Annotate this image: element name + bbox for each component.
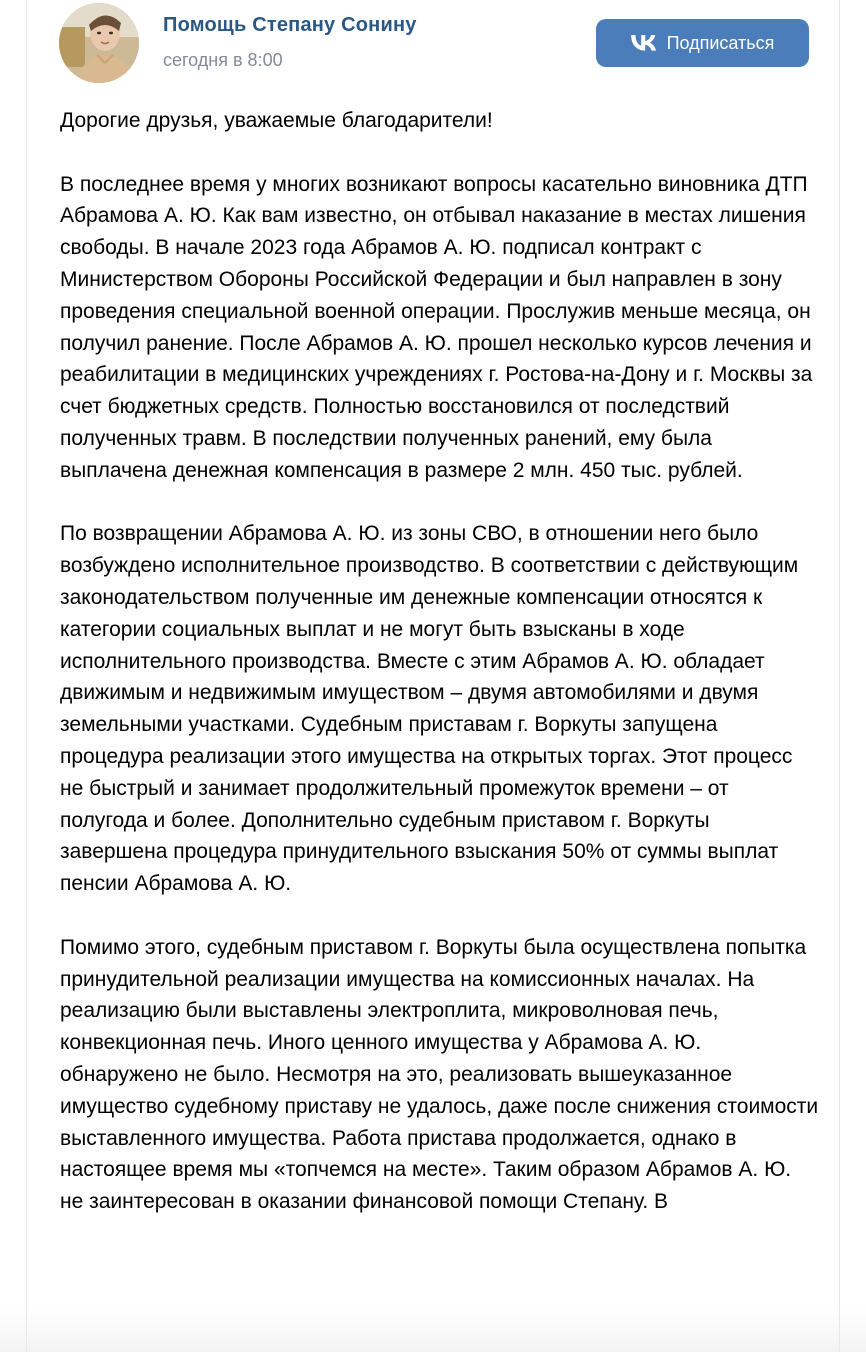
author-name[interactable]: Помощь Степану Сонину — [163, 14, 417, 36]
subscribe-button[interactable] — [596, 19, 809, 67]
vk-logo-icon — [631, 35, 657, 51]
avatar-photo-icon — [59, 3, 139, 83]
avatar[interactable] — [59, 3, 139, 83]
post-card — [26, 0, 840, 1352]
post-paragraph: Помимо этого, судебным приставом г. Воркуты была осуществлена попытка принудительной реализации имущества на комиссионных началах. На реализацию были выставлены электроплита, микроволновая печь, конвекционная печь. Иного ценного имущества у Абрамова А. Ю. обнаружено не было. Несмотря на это, реализовать вышеуказанное имущество судебному приставу не удалось, даже после снижения стоимости выставленного имущества. Работа пристава продолжается, однако в настоящее время мы «топчемся на месте». Таким образом Абрамов А. Ю. не заинтересован в оказании финансовой помощи Степану. В — [60, 935, 819, 1214]
post-header — [27, 0, 839, 90]
post-paragraph: По возвращении Абрамова А. Ю. из зоны СВО, в отношении него было возбуждено исполнительное производство. В соответствии с действующим законодательством полученные им денежные компенсации относятся к категории социальных выплат и не могут быть взысканы в ходе исполнительного производства. Вместе с этим Абрамов А. Ю. обладает движимым и недвижимым имуществом – двумя автомобилями и двумя земельными участками. Судебным приставам г. Воркуты запущена процедура реализации этого имущества на открытых торгах. Этот процесс не быстрый и занимает продолжительный промежуток времени – от полугода и более. Дополнительно судебным приставом г. Воркуты завершена процедура принудительного взыскания 50% от суммы выплат пенсии Абрамова А. Ю. — [60, 522, 799, 896]
post-time[interactable]: сегодня в 8:00 — [163, 50, 283, 70]
post-text — [60, 105, 820, 1250]
subscribe-label: Подписаться — [666, 32, 775, 53]
post-paragraph-greeting: Дорогие друзья, уважаемые благодарители! — [60, 109, 493, 132]
post-paragraph: В последнее время у многих возникают вопросы касательно виновника ДТП Абрамова А. Ю. Как вам известно, он отбывал наказание в местах лишения свободы. В начале 2023 года Абрамов А. Ю. подписал контракт с Министерством Обороны Российской Федерации и был направлен в зону проведения специальной военной операции. Прослужив меньше месяца, он получил ранение. После Абрамов А. Ю. прошел несколько курсов лечения и реабилитации в медицинских учреждениях г. Ростова-на-Дону и г. Москвы за счет бюджетных средств. Полностью восстановился от последствий полученных травм. В последствии полученных ранений, ему была выплачена денежная компенсация в размере 2 млн. 450 тыс. рублей. — [60, 172, 813, 482]
